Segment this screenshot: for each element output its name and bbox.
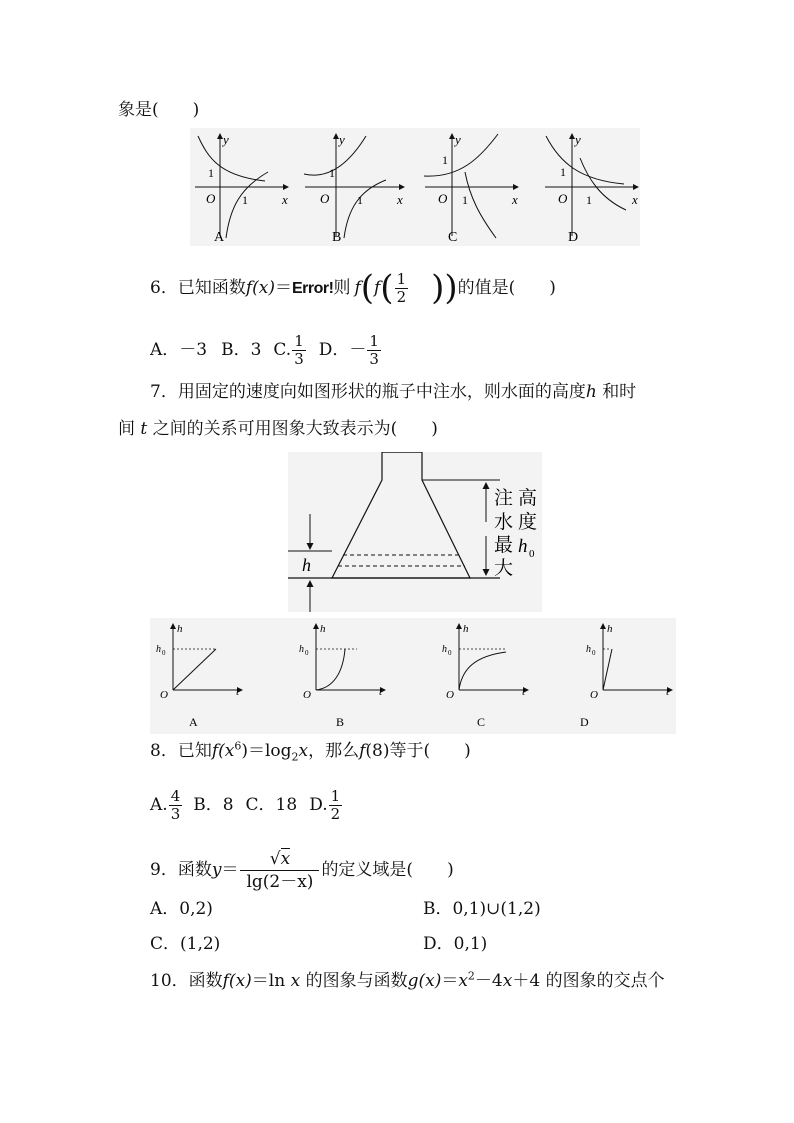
q5-d-x: x xyxy=(632,192,638,207)
bottle-h0-sub: 0 xyxy=(529,548,535,560)
q7-label-c: C xyxy=(477,715,486,729)
q8-option-a: $\frac{4}{3}$ xyxy=(170,787,181,823)
q5-c-o: O xyxy=(438,191,448,206)
q5-label-c: C xyxy=(448,230,458,245)
bottle-note-1: 注 xyxy=(494,488,514,509)
q9-option-d: D．0,1) xyxy=(423,934,488,954)
q7-a-h0-sub: 0 xyxy=(162,649,166,657)
q7-line1: 7．用固定的速度向如图形状的瓶子中注水，则水面的高度h 和时 xyxy=(150,382,637,402)
q5-label-b: B xyxy=(332,230,342,245)
q5-b-x: x xyxy=(397,192,403,207)
q6-options xyxy=(150,333,382,368)
q5-d-1x: 1 xyxy=(586,193,592,207)
q8-options: A. $\frac{4}{3}$ B．8 C．18 D. $\frac{1}{2}$ xyxy=(150,787,341,823)
q5-stem-tail: 象是( ) xyxy=(118,100,200,120)
q7-b-o: O xyxy=(303,689,311,701)
q5-b-y: y xyxy=(339,132,345,147)
q8-option-d: $\frac{1}{2}$ xyxy=(330,787,341,823)
q7-label-a: A xyxy=(189,715,198,729)
bottle-note-6: 度 xyxy=(518,512,538,533)
q5-b-o: O xyxy=(320,191,330,206)
bottle-note-5: 高 xyxy=(518,488,538,509)
q7-b-t: t xyxy=(379,686,383,698)
q6-half: $\frac{1}{2}$ xyxy=(396,270,407,306)
q8-option-c: C．18 xyxy=(245,795,298,815)
q8-stem: 8．已知$f(x^6)=\log_2x$，那么f(8)等于( ) xyxy=(150,739,471,764)
q6-error-text: Error! xyxy=(291,280,334,297)
bottle-h-label: h xyxy=(302,555,311,575)
q6-stem: 6．已知函数f(x)＝Error!则 f(f( $\frac{1}{2}$ ))的值是( ) xyxy=(150,268,556,308)
q7-line2: 间 t 之间的关系可用图象大致表示为( ) xyxy=(118,419,438,439)
q9-option-a: A．0,2) xyxy=(150,899,213,919)
q7-a-h0: h xyxy=(156,644,161,655)
bottle-note-2: 水 xyxy=(494,512,514,533)
q5-c-y: y xyxy=(455,132,461,147)
q7-b-h0-sub: 0 xyxy=(305,649,309,657)
q9-fraction: $\frac{√x}{\lg(2-x)}$ xyxy=(240,848,319,893)
q7-c-o: O xyxy=(446,689,454,701)
q5-b-1x: 1 xyxy=(357,193,363,207)
q7-a-o: O xyxy=(160,689,168,701)
q5-a-y: y xyxy=(223,132,229,147)
q5-a-1x: 1 xyxy=(242,193,248,207)
q5-label-d: D xyxy=(568,230,579,245)
q7-b-h0: h xyxy=(299,644,304,655)
q6-option-d-label: D．－ xyxy=(318,340,367,360)
bottle-h0: h xyxy=(518,536,528,557)
q6-option-b: B．3 xyxy=(221,340,262,360)
q10-stem: 10．函数f(x)＝ln x 的图象与函数$g(x)=x^2-4x+4$ 的图象的交点个 xyxy=(150,969,665,991)
q7-graph-figure xyxy=(150,618,676,734)
q7-c-h0: h xyxy=(442,644,447,655)
q5-c-1y: 1 xyxy=(442,153,448,167)
q9-stem: 9．函数y＝ $\frac{√x}{\lg(2-x)}$ 的定义域是( ) xyxy=(150,849,454,892)
q7-c-t: t xyxy=(522,686,526,698)
q6-option-c-label: C. xyxy=(273,340,292,360)
q5-graph-figure xyxy=(190,128,640,246)
q5-c-1x: 1 xyxy=(462,193,468,207)
q9-option-c: C．(1,2) xyxy=(150,934,221,954)
q5-a-1y: 1 xyxy=(208,166,214,180)
q5-label-a: A xyxy=(214,230,225,245)
q7-a-t: t xyxy=(236,686,240,698)
q5-d-y: y xyxy=(575,132,581,147)
q7-a-h: h xyxy=(177,623,183,635)
q5-d-o: O xyxy=(558,191,568,206)
q7-label-d: D xyxy=(580,715,589,729)
q7-b-h: h xyxy=(320,623,326,635)
q5-d-1y: 1 xyxy=(560,165,566,179)
bottle-note-3: 最 xyxy=(494,535,514,556)
q5-c-x: x xyxy=(512,192,518,207)
q5-a-o: O xyxy=(206,191,216,206)
q9-option-b: B．0,1)∪(1,2) xyxy=(423,899,541,919)
q7-c-h: h xyxy=(463,623,469,635)
q7-d-o: O xyxy=(590,689,598,701)
q8-option-b: B．8 xyxy=(193,795,234,815)
q6-option-a: A．－3 xyxy=(150,340,208,360)
q7-d-h0-sub: 0 xyxy=(592,649,596,657)
bottle-note-4: 大 xyxy=(494,558,514,579)
q7-d-h: h xyxy=(607,623,613,635)
q7-d-t: t xyxy=(666,686,670,698)
q7-c-h0-sub: 0 xyxy=(448,649,452,657)
q5-b-1y: 1 xyxy=(329,166,335,180)
q7-d-h0: h xyxy=(586,644,591,655)
q7-bottle-figure xyxy=(288,452,542,612)
q6-option-d: $\frac{1}{3}$ xyxy=(369,332,379,368)
q7-label-b: B xyxy=(336,715,345,729)
q6-option-c: $\frac{1}{3}$ xyxy=(294,332,304,368)
q5-a-x: x xyxy=(282,192,288,207)
